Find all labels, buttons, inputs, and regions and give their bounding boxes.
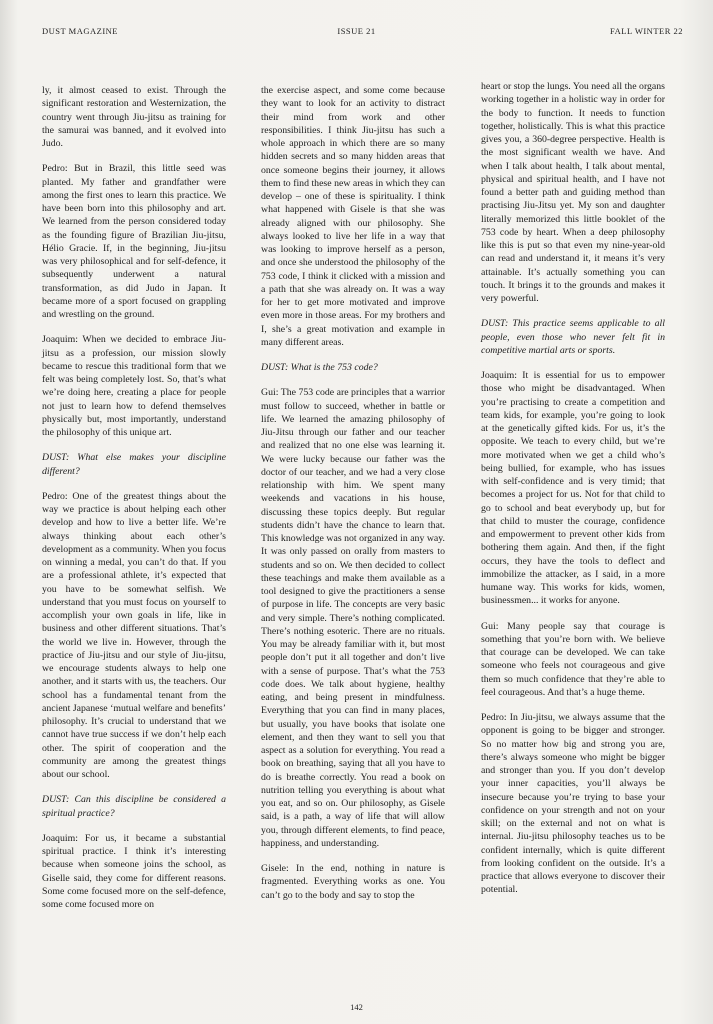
interview-question: DUST: Can this discipline be considered a spiritual practice? [42, 794, 226, 819]
text-column-3 [481, 80, 665, 909]
paragraph: Joaquim: For us, it became a substantial spiritual practice. I think it’s interesting because when someone joins the school, as Giselle said, they come for different reasons. Some come focused more on the self-defence, some come focused more on [42, 832, 226, 910]
interview-question: DUST: This practice seems applicable to all people, even those who never felt fit in competitive martial arts or sports. [481, 318, 665, 356]
paragraph: Pedro: In Jiu-jitsu, we always assume that the opponent is going to be bigger and stronger. So no matter how big and strong you are, there’s always someone who might be bigger and stronger than you. If you don’t develop your inner capacities, you’ll always be insecure because you’re trying to base your confidence on your strength and not on your skill; on the external and not on what is internal. Jiu-jitsu philosophy teaches us to be confident internally, which is quite different from looking confident on the outside. It’s a practice that allows everyone to discover their potential. [481, 712, 665, 896]
text-column-1 [42, 84, 226, 923]
text-column-2 [261, 84, 445, 914]
paragraph: heart or stop the lungs. You need all the organs working together in a holistic way in order for the body to function. It needs to function together, holistically. This is what this practice gives you, a 360-degree perspective. Health is the most significant wealth we have. And when I talk about health, I talk about mental, physical and spiritual health, and I have not found a better path and guiding method than practising Jiu-Jitsu yet. My son and daughter literally memorized this little booklet of the 753 code by heart. When a deep philosophy like this is put so that even my nine-year-old can read and understand it, it means it’s very attainable. It’s actually something you can touch. It brings it to the grounds and makes it very powerful. [481, 81, 665, 304]
paragraph: Gui: The 753 code are principles that a warrior must follow to succeed, whether in battle or life. We learned the amazing philosophy of Jiu-Jitsu through our father and our teacher and realized that no one else was learning it. We were lucky because our father was the doctor of our teacher, and we had a very close relationship with him. We spent many weekends and vacations in his house, discussing these topics deeply. But regular students didn’t have the chance to learn that. This knowledge was not organized in any way. It was only passed on orally from masters to students and so on. We then decided to collect these teachings and make them available as a tool designed to give the practitioners a sense of purpose in life. The concepts are very basic and very simple. There’s nothing complicated. There’s nothing esoteric. There are no rituals. You may be already familiar with it, but most people don’t put it all together and don’t live with a sense of purpose. That’s what the 753 code does. We talk about hygiene, healthy eating, and being present in mindfulness. Everything that you can find in many places, but usually, you have books that isolate one element, and then they want to sell you that aspect as a solution for everything. You read a book on breathing, saying that all you have to do is breathe correctly. You read a book on nutrition telling you everything is about what you eat, and so on. Our philosophy, as Gisele said, is a path, a way of life that will allow you, through different elements, to find peace, happiness, and understanding. [261, 387, 445, 849]
issue-number: ISSUE 21 [337, 26, 376, 36]
paragraph: Pedro: But in Brazil, this little seed was planted. My father and grandfather were among the first ones to learn this practice. We have been born into this philosophy and art. We learned from the person considered today as the founding figure of Brazilian Jiu-jitsu, Hélio Gracie. If, in the beginning, Jiu-jitsu was very philosophical and for self-defence, it subsequently underwent a natural transformation, as did Judo in Japan. It became more of a sport focused on grappling and wrestling on the ground. [42, 163, 226, 320]
paragraph: Joaquim: When we decided to embrace Jiu-jitsu as a profession, our mission slowly became to rescue this traditional form that we felt was being completely lost. So, that’s what we’re doing here, creating a place for people not just to learn how to defend themselves physically but, most importantly, understand the philosophy of this unique art. [42, 334, 226, 438]
interview-question: DUST: What else makes your discipline different? [42, 452, 226, 477]
magazine-name: DUST MAGAZINE [42, 26, 118, 36]
paragraph: Joaquim: It is essential for us to empower those who might be disadvantaged. When you’re practising to create a competition and team kids, for example, you’re going to look at the genetically gifted kids. For us, it’s the opposite. We teach to every child, but we’re more motivated when we get a child who’s being bullied, for example, who has issues with self-confidence and is very timid; that becomes a project for us. Not for that child to go to school and beat everybody up, but for that child to muster the courage, confidence and empowerment to prevent other kids from bothering them again. And then, if the fight occurs, they have the tools to deflect and immobilize the attacker, as I said, in a more humane way. This works for kids, women, businessmen... it works for anyone. [481, 370, 665, 607]
interview-question: DUST: What is the 753 code? [261, 362, 378, 373]
paragraph: Gisele: In the end, nothing in nature is fragmented. Everything works as one. You can’t go to the body and say to stop the [261, 863, 445, 901]
paragraph: Gui: Many people say that courage is something that you’re born with. We believe that courage can be developed. We can take someone who feels not courageous and give them so much confidence that they’re able to feel courageous. And that’s a huge theme. [481, 620, 665, 698]
paragraph: the exercise aspect, and some come because they want to look for an activity to distract their mind from work and other responsibilities. I think Jiu-jitsu has such a whole approach in which there are so many hidden secrets and so many hidden areas that once someone begins their journey, it allows them to find these new areas in which they can develop – one of these is spirituality. I think what happened with Gisele is that she was already aligned with our philosophy. She always looked to live her life in a way that was looking to improve herself as a person, and once she understood the philosophy of the 753 code, I think it clicked with a mission and a path that she was already on. It was a way for her to get more motivated and improve even more in those areas. For my brothers and I, she’s a great motivation and example in many different areas. [261, 85, 445, 348]
paragraph: ly, it almost ceased to exist. Through the significant restoration and Westernization, the country went through Jiu-jitsu as training for the samurai was banned, and it evolved into Judo. [42, 85, 226, 149]
paragraph: Pedro: One of the greatest things about the way we practice is about helping each other develop and how to live a better life. We’re always thinking about each other’s development as a community. When you focus on winning a medal, you can’t do that. If you are a professional athlete, it’s expected that you have to be somewhat selfish. We understand that you must focus on yourself to accomplish your own goals in life, like in business and other different situations. That’s the world we live in. However, through the practice of Jiu-jitsu and our style of Jiu-jitsu, we encourage students always to help one another, and it starts with us, the teachers. Our school has a fundamental tenant from the ancient Japanese ‘mutual welfare and benefits’ philosophy. It’s crucial to understand that we cannot have true success if we don’t help each other. The spirit of cooperation and the community are among the greatest things about our school. [42, 490, 226, 780]
season-label: FALL WINTER 22 [610, 26, 683, 36]
page-number: 142 [350, 1002, 363, 1012]
